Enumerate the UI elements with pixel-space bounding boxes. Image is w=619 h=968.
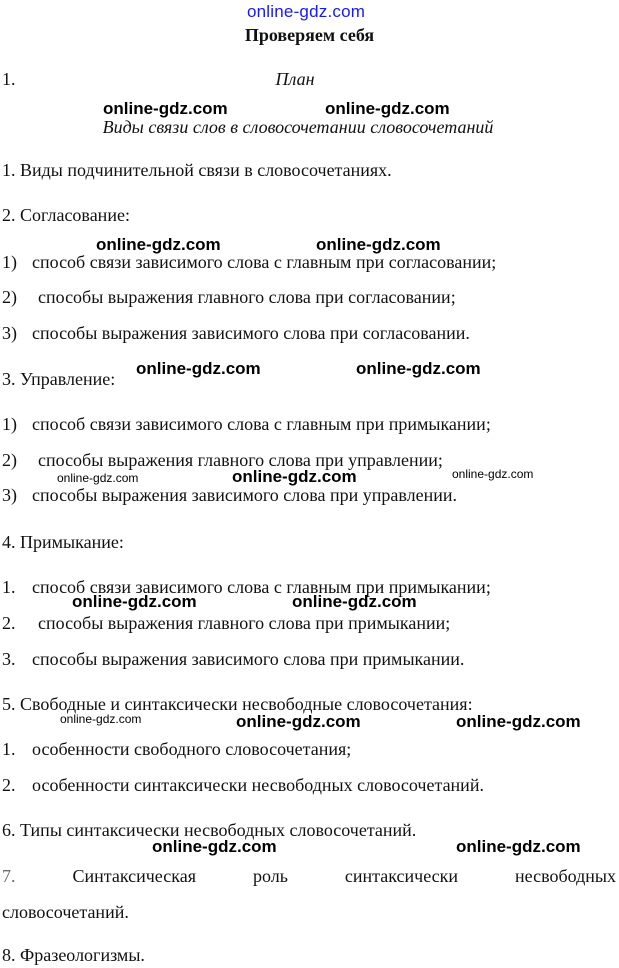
list-item — [2, 614, 450, 632]
watermark: online-gdz.com — [456, 837, 581, 856]
plan-subtitle: Виды связи слов в словосочетании словосочетаний — [102, 117, 494, 137]
list-text: способы выражения главного слова при управлении; — [38, 450, 443, 470]
list-text: особенности свободного словосочетания; — [32, 739, 352, 759]
list-item — [2, 776, 484, 794]
watermark: online-gdz.com — [356, 359, 481, 378]
list-number: 2) — [2, 450, 17, 470]
watermark: online-gdz.com — [136, 359, 261, 378]
watermark: online-gdz.com — [452, 467, 534, 481]
list-item — [2, 451, 443, 469]
list-text: способы выражения главного слова при примыкании; — [38, 613, 451, 633]
list-word: Синтаксическая — [72, 866, 196, 886]
list-item: 5. Свободные и синтаксически несвободные словосочетания: — [2, 694, 473, 714]
list-item: 2. Согласование: — [2, 205, 130, 225]
list-item — [2, 324, 470, 342]
list-item — [2, 867, 616, 885]
list-number: 2. — [2, 613, 16, 633]
list-word: несвободных — [515, 866, 616, 886]
list-text: особенности синтаксически несвободных словосочетаний. — [32, 775, 484, 795]
watermark-top: online-gdz.com — [247, 2, 366, 21]
watermark: online-gdz.com — [57, 471, 139, 485]
list-number: 2. — [2, 775, 16, 795]
watermark: online-gdz.com — [316, 235, 441, 254]
watermark: online-gdz.com — [232, 467, 357, 486]
list-number: 3) — [2, 323, 17, 343]
watermark: online-gdz.com — [103, 99, 228, 118]
list-number: 2) — [2, 287, 17, 307]
list-number: 3) — [2, 485, 17, 505]
list-item: 8. Фразеологизмы. — [2, 945, 145, 965]
watermark: online-gdz.com — [236, 712, 361, 731]
list-item: 3. Управление: — [2, 369, 116, 389]
list-text: способы выражения зависимого слова при согласовании. — [32, 323, 470, 343]
list-number: 1. — [2, 577, 16, 597]
watermark: online-gdz.com — [325, 99, 450, 118]
watermark: online-gdz.com — [456, 712, 581, 731]
list-word: роль — [252, 866, 288, 886]
list-number: 1) — [2, 414, 17, 434]
list-item — [2, 650, 464, 668]
watermark: online-gdz.com — [152, 837, 277, 856]
list-item: 1. Виды подчинительной связи в словосочетаниях. — [2, 160, 392, 180]
watermark: online-gdz.com — [72, 592, 197, 611]
list-item — [2, 288, 456, 306]
list-item: 6. Типы синтаксически несвободных словосочетаний. — [2, 820, 417, 840]
list-text: способ связи зависимого слова с главным при согласовании; — [32, 252, 497, 272]
list-text: способ связи зависимого слова с главным при примыкании; — [32, 414, 491, 434]
plan-label: План — [275, 69, 315, 89]
list-number: 1) — [2, 252, 17, 272]
list-number: 3. — [2, 649, 16, 669]
watermark: online-gdz.com — [60, 712, 142, 726]
section-number: 1. — [2, 69, 16, 89]
page-title: Проверяем себя — [244, 25, 375, 45]
list-text: способы выражения зависимого слова при примыкании. — [32, 649, 465, 669]
list-number: 1. — [2, 739, 16, 759]
list-text: способы выражения зависимого слова при управлении. — [32, 485, 458, 505]
watermark: online-gdz.com — [96, 235, 221, 254]
list-number: 7. — [2, 866, 16, 886]
list-text: способы выражения главного слова при согласовании; — [38, 287, 456, 307]
list-text: способ связи зависимого слова с главным при примыкании; — [32, 577, 491, 597]
list-item — [2, 486, 457, 504]
list-word: синтаксически — [344, 866, 459, 886]
list-item — [2, 740, 351, 758]
list-item — [2, 415, 491, 433]
list-item: 4. Примыкание: — [2, 532, 124, 552]
list-item-continuation: словосочетаний. — [2, 902, 129, 922]
list-item — [2, 253, 496, 271]
watermark: online-gdz.com — [292, 592, 417, 611]
